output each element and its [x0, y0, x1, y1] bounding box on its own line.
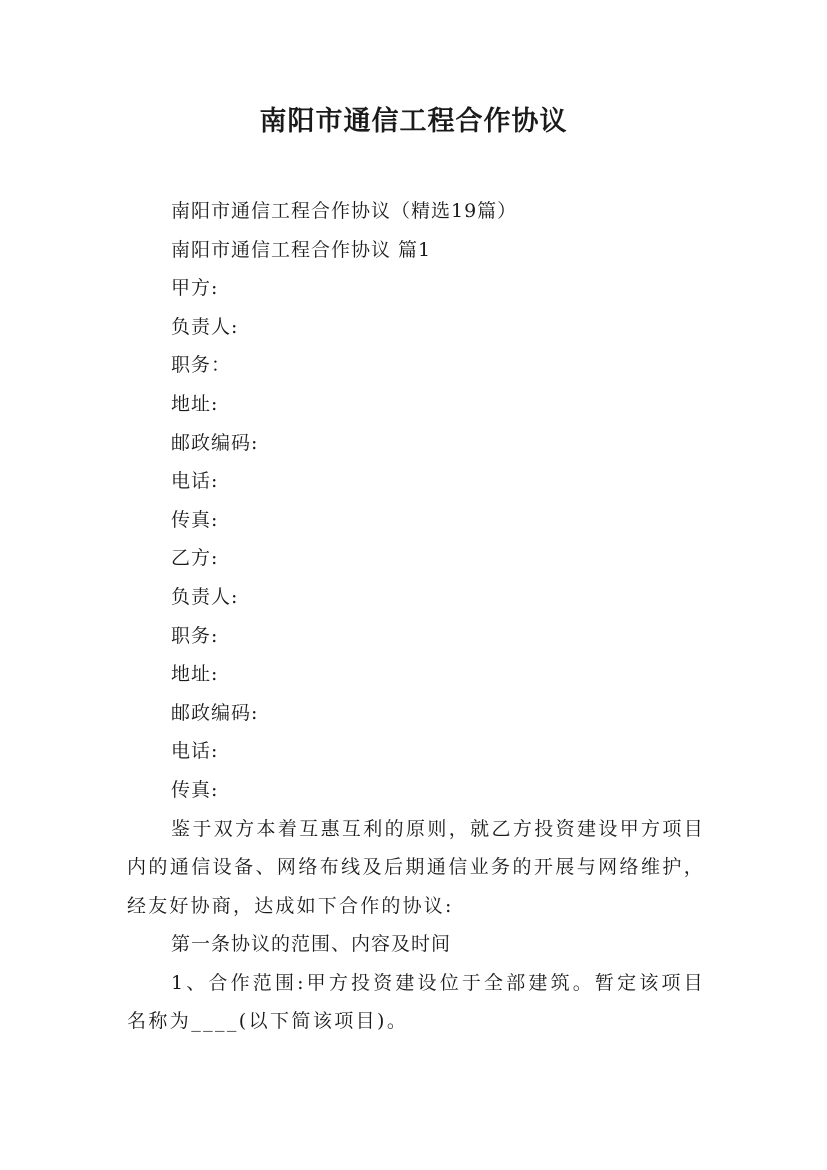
party-b-label: 乙方: — [171, 547, 219, 570]
article-heading: 第一条协议的范围、内容及时间 — [171, 933, 452, 956]
party-a-postcode-label: 邮政编码: — [171, 431, 259, 454]
party-b-address-label: 地址: — [171, 663, 219, 686]
section-title-line: 南阳市通信工程合作协议 篇1 — [171, 238, 432, 261]
party-a-label: 甲方: — [171, 277, 219, 300]
party-b-phone-label: 电话: — [171, 740, 219, 763]
party-a-position-label: 职务： — [171, 354, 232, 377]
scope-paragraph: 1、合作范围:甲方投资建设位于全部建筑。暂定该项目名称为____(以下简该项目)。 — [127, 971, 705, 1033]
preamble-paragraph: 鉴于双方本着互惠互利的原则，就乙方投资建设甲方项目内的通信设备、网络布线及后期通信业务的开展与网络维护，经友好协商，达成如下合作的协议: — [127, 817, 705, 917]
subtitle-line: 南阳市通信工程合作协议（精选19篇） — [171, 200, 518, 222]
party-a-phone-label: 电话: — [171, 470, 219, 493]
party-a-fax-label: 传真: — [171, 508, 219, 531]
party-a-contact-label: 负责人: — [171, 315, 239, 338]
document-body — [127, 192, 705, 1041]
party-b-postcode-label: 邮政编码: — [171, 701, 259, 724]
party-b-contact-label: 负责人: — [171, 585, 239, 608]
document-title: 南阳市通信工程合作协议 — [259, 106, 568, 137]
party-b-position-label: 职务: — [171, 624, 219, 647]
party-a-address-label: 地址: — [171, 392, 219, 415]
party-b-fax-label: 传真: — [171, 778, 219, 801]
